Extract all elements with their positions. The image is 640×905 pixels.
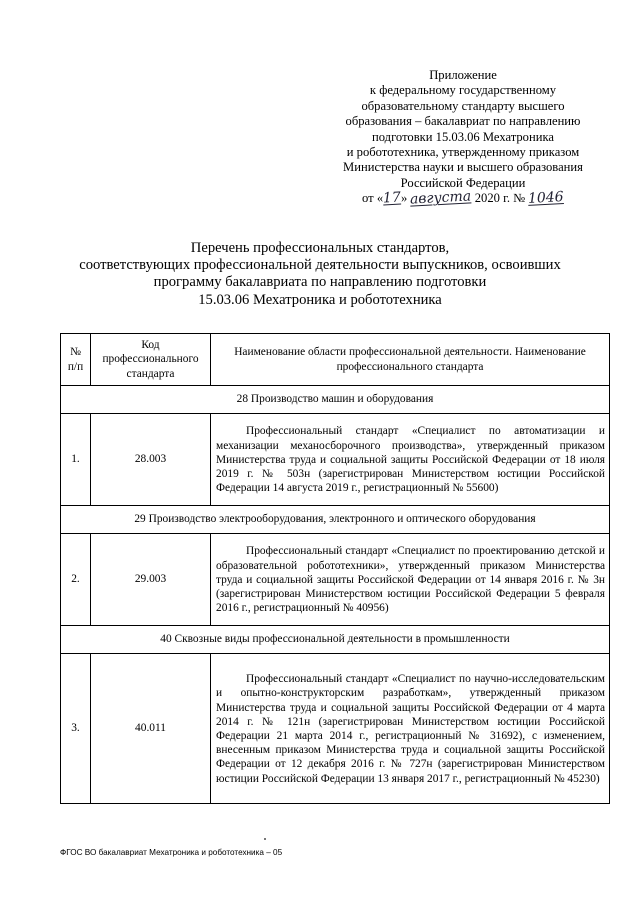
- table-row: [61, 534, 610, 626]
- scan-speck: [264, 838, 266, 840]
- appendix-line: подготовки 15.03.06 Мехатроника: [372, 129, 554, 144]
- group-title: 29 Производство электрооборудования, электронного и оптического оборудования: [61, 506, 610, 534]
- group-title: 28 Производство машин и оборудования: [61, 386, 610, 414]
- row-description: [211, 654, 610, 804]
- row-code: 40.011: [91, 654, 211, 804]
- table-row: [61, 654, 610, 804]
- date-suffix: 2020 г. №: [474, 191, 526, 206]
- row-num: 3.: [61, 654, 91, 804]
- appendix-line: и робототехника, утвержденному приказом: [346, 145, 580, 160]
- appendix-line: Российской Федерации: [400, 175, 526, 190]
- appendix-line: образования – бакалавриат по направлению: [345, 114, 581, 129]
- table-group-row: [61, 626, 610, 654]
- table-row: [61, 414, 610, 506]
- date-mid: »: [400, 191, 408, 206]
- handwritten-month: августа: [410, 188, 472, 208]
- standards-table: [60, 333, 610, 804]
- row-code: 28.003: [91, 414, 211, 506]
- table-group-row: [61, 386, 610, 414]
- row-num: 2.: [61, 534, 91, 626]
- page-footer: ФГОС ВО бакалавриат Мехатроника и робототехника – 05: [60, 848, 283, 857]
- row-description-text: Профессиональный стандарт «Специалист по автоматизации и механизации механосборочного производства», утвержденный приказом Министерства труда и социальной защиты Российской Федерации от 18 июля 2019 г. № 503н (зарегистрирован Министерством юстиции Российской Федерации 14 августа 2019 г., регистрационный № 55600): [216, 425, 605, 495]
- title-line: соответствующих профессиональной деятельности выпускников, освоивших: [79, 257, 561, 274]
- order-date-line: [318, 188, 608, 208]
- row-description-text: Профессиональный стандарт «Специалист по проектированию детской и образовательной робототехники», утвержденный приказом Министерства труда и социальной защиты Российской Федерации от 14 января 2016 г. № 3н (зарегистрирован Министерством юстиции Российской Федерации 5 февраля 2016 г., регистрационный № 40956): [216, 545, 605, 615]
- date-prefix: от «: [362, 191, 384, 206]
- row-description: [211, 534, 610, 626]
- appendix-line: Приложение: [429, 68, 497, 82]
- row-description: [211, 414, 610, 506]
- header-name: Наименование области профессиональной деятельности. Наименование профессионального стандарта: [211, 334, 610, 386]
- group-title: 40 Сквозные виды профессиональной деятельности в промышленности: [61, 626, 610, 654]
- row-code: 29.003: [91, 534, 211, 626]
- handwritten-order-number: 1046: [527, 189, 565, 208]
- row-num: 1.: [61, 414, 91, 506]
- title-line: Перечень профессиональных стандартов,: [190, 240, 450, 256]
- appendix-line: к федеральному государственному: [369, 83, 557, 98]
- title-line: 15.03.06 Мехатроника и робототехника: [198, 291, 442, 308]
- handwritten-day: 17: [382, 189, 402, 207]
- document-title: [40, 240, 600, 309]
- row-description-text: Профессиональный стандарт «Специалист по научно-исследовательским и опытно-конструкторским разработкам», утвержденный приказом Министерства труда и социальной защиты Российской Федерации от 4 марта 2014 г. № 121н (зарегистрирован Министерством юстиции Российской Федерации 21 марта 2014 г., регистрационный № 31692), с изменением, внесенным приказом Министерства труда и социальной защиты Российской Федерации от 12 декабря 2016 г. № 727н (зарегистрирован Министерством юстиции Российской Федерации 13 января 2017 г., регистрационный № 45230): [216, 673, 605, 785]
- appendix-line: образовательному стандарту высшего: [361, 98, 565, 113]
- title-line: программу бакалавриата по направлению подготовки: [153, 274, 487, 291]
- table-group-row: [61, 506, 610, 534]
- appendix-block: [318, 68, 608, 207]
- appendix-line: Министерства науки и высшего образования: [343, 160, 583, 175]
- header-code: Код профессионального стандарта: [91, 334, 211, 386]
- header-num: № п/п: [61, 334, 91, 386]
